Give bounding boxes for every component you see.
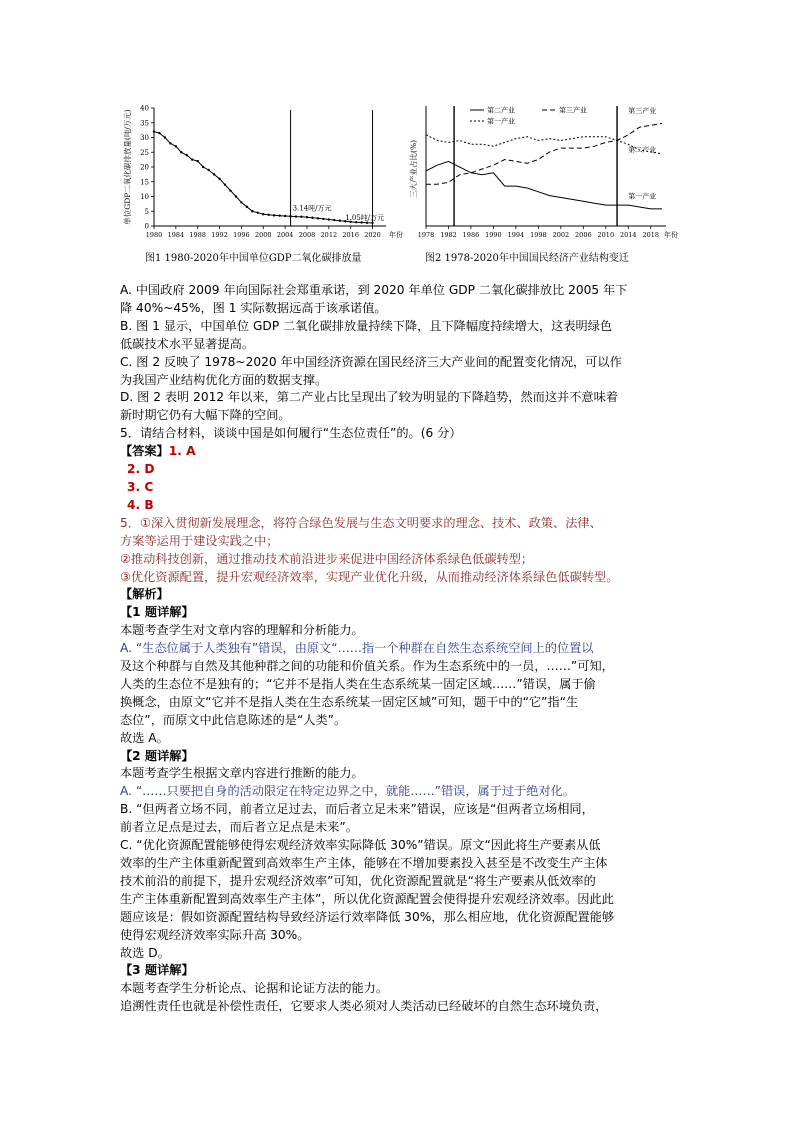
q2-line-1: 本题考查学生根据文章内容进行推断的能力。 <box>120 766 364 781</box>
fig1-data-point <box>186 154 188 156</box>
option-a-line-1: A. 中国政府 2009 年向国际社会郑重承诺，到 2020 年单位 GDP 二氧化碳排放比 2005 年下 <box>120 283 628 297</box>
fig1-data-point <box>235 195 237 197</box>
analysis-label: 【解析】 <box>120 587 169 602</box>
fig1-y-tick-label: 25 <box>140 148 149 157</box>
fig1-data-point <box>153 130 155 132</box>
fig1-data-point <box>191 158 193 160</box>
fig1-data-point <box>339 219 341 221</box>
fig1-y-tick-label: 10 <box>140 193 149 201</box>
fig1-series-line <box>154 132 373 223</box>
q1-line-3: 及这个种群与自然及其他种群之间的功能和价值关系。作为生态系统中的一员，……”可知， <box>120 659 614 674</box>
fig1-y-tick-label: 30 <box>140 134 149 142</box>
fig1-data-point <box>262 213 264 215</box>
fig1-y-tick-label: 20 <box>140 163 149 172</box>
fig1-data-point <box>207 169 209 171</box>
answer-3: 3. C <box>127 479 154 494</box>
fig1-data-point <box>218 178 220 180</box>
option-c-line-2: 为我国产业结构优化方面的数据支撑。 <box>120 372 328 387</box>
fig2-x-tick-label: 2002 <box>552 231 570 239</box>
fig1-data-point <box>158 132 160 134</box>
figure-2-caption: 图2 1978-2020年中国国民经济产业结构变迁 <box>425 253 629 264</box>
fig1-annotation-2005: 3.14吨/万元 <box>292 204 332 213</box>
q1-line-5: 换概念，由原文“它并不是指人类在生态系统某一固定区域”可知，题干中的“它”指“生 <box>120 694 579 709</box>
fig1-data-point <box>251 210 253 212</box>
fig2-series-primary <box>426 135 662 154</box>
option-d-line-2: 新时期它仍有大幅下降的空间。 <box>120 408 291 423</box>
answer-5-line-3: ②推动科技创新，通过推动技术前沿进步来促进中国经济体系绿色低碳转型； <box>120 551 534 566</box>
fig2-x-tick-label: 1998 <box>530 231 547 239</box>
fig1-data-point <box>295 215 297 217</box>
fig2-series-secondary <box>426 161 662 209</box>
fig2-legend-primary: 第一产业 <box>487 117 515 126</box>
figure-1-chart <box>120 98 410 246</box>
question-text <box>120 282 680 1016</box>
q2-line-11: 故选 D。 <box>120 945 170 960</box>
fig1-data-point <box>268 214 270 216</box>
q2-line-9: 题应该是：假如资源配置结构导致经济运行效率降低 30%，那么相应地，优化资源配置能够 <box>120 909 615 924</box>
q3-line-2: 追溯性责任也就是补偿性责任，它要求人类必须对人类活动已经破坏的自然生态环境负责， <box>120 999 608 1014</box>
fig1-y-tick-label: 15 <box>140 178 149 187</box>
fig1-data-point <box>246 206 248 208</box>
fig1-data-point <box>175 145 177 147</box>
fig1-y-tick-label: 5 <box>144 207 149 216</box>
fig2-x-tick-label: 2014 <box>620 231 637 239</box>
option-b-line-2: 低碳技术水平显著提高。 <box>120 336 255 351</box>
fig1-data-point <box>197 160 199 162</box>
fig1-y-axis-label: 单位GDP二氧化碳排放量(吨/万元) <box>123 109 132 225</box>
fig1-x-tick-label: 2020 <box>364 231 381 239</box>
fig1-data-point <box>322 218 324 220</box>
answer-5-line-1: 5．①深入贯彻新发展理念，将符合绿色发展与生态文明要求的理念、技术、政策、法律、 <box>120 515 602 530</box>
fig1-data-point <box>300 216 302 218</box>
fig1-x-tick-label: 1988 <box>189 231 206 239</box>
fig2-x-tick-label: 1982 <box>440 231 457 239</box>
fig1-data-point <box>257 212 259 214</box>
q2-line-4: 前者立足点是过去，而后者立足点是未来”。 <box>120 820 358 835</box>
option-a-line-2: 降 40%~45%，图 1 实际数据远高于该承诺值。 <box>120 300 387 315</box>
q1-line-2: A. “生态位属于人类独有”错误，由原文“……指一个种群在自然生态系统空间上的位置以 <box>120 641 594 656</box>
fig1-data-point <box>169 142 171 144</box>
q2-line-3: B. “但两者立场不同，前者立足过去，而后者立足未来”错误，应该是“但两者立场相同， <box>120 802 594 817</box>
fig1-data-point <box>224 184 226 186</box>
answer-1: 1. A <box>168 444 196 459</box>
figure-1-caption: 图1 1980-2020年中国单位GDP二氧化碳排放量 <box>145 253 362 264</box>
fig1-data-point <box>273 214 275 216</box>
fig2-line-label-tertiary: 第三产业 <box>628 107 657 115</box>
figure-2 <box>409 98 682 246</box>
q2-line-8: 生产主体重新配置到高效率生产主体”，所以优化资源配置会使得提升宏观经济效率。因此此 <box>120 891 614 906</box>
q1-line-1: 本题考查学生对文章内容的理解和分析能力。 <box>120 623 364 638</box>
q2-line-2: A. “……只要把自身的活动限定在特定边界之中，就能……”错误，属于过于绝对化。 <box>120 784 576 799</box>
fig1-data-point <box>328 218 330 220</box>
fig1-x-tick-label: 2008 <box>298 231 316 239</box>
q1-line-6: 态位”，而原文中此信息陈述的是“人类”。 <box>120 712 347 727</box>
fig1-x-tick-label: 2004 <box>276 231 294 239</box>
answer-5-line-2: 方案等运用于建设实践之中； <box>120 533 279 548</box>
fig2-legend-secondary: 第二产业 <box>487 106 515 115</box>
fig1-x-tick-label: 2000 <box>254 231 272 239</box>
fig1-data-point <box>164 136 166 138</box>
fig1-data-point <box>240 201 242 203</box>
fig1-x-tick-label: 2016 <box>342 231 359 239</box>
fig1-x-tick-label: 1992 <box>211 231 228 239</box>
fig1-annotation-2020: 1.05吨/万元 <box>345 213 385 222</box>
fig1-data-point <box>229 189 231 191</box>
q2-label: 【2 题详解】 <box>120 748 194 763</box>
fig2-series-tertiary <box>426 123 662 184</box>
fig1-data-point <box>371 222 373 224</box>
fig1-x-tick-label: 1980 <box>145 231 163 239</box>
fig1-data-point <box>284 215 286 217</box>
fig2-x-tick-label: 1990 <box>485 231 502 239</box>
question-5: 5．请结合材料，谈谈中国是如何履行“生态位责任”的。(6 分） <box>120 426 462 441</box>
fig2-x-tick-label: 1994 <box>507 231 525 239</box>
fig1-data-point <box>366 222 368 224</box>
q1-label: 【1 题详解】 <box>120 605 194 620</box>
fig2-line-label-secondary: 第二产业 <box>628 146 657 154</box>
fig1-data-point <box>306 216 308 218</box>
figure-1 <box>120 98 410 246</box>
fig1-data-point <box>311 217 313 219</box>
fig2-x-tick-label: 2018 <box>642 231 660 239</box>
answer-5-line-4: ③优化资源配置，提升宏观经济效率，实现产业优化升级，从而推动经济体系绿色低碳转型。 <box>120 569 619 584</box>
figure-2-chart <box>409 98 682 246</box>
q2-line-7: 技术前沿的前提下，提升宏观经济效率”可知，优化资源配置就是“将生产要素从低效率的 <box>120 873 596 888</box>
answer-label: 【答案】 <box>120 444 169 459</box>
fig2-x-tick-label: 1986 <box>462 231 480 239</box>
fig1-data-point <box>317 217 319 219</box>
q2-line-10: 使得宏观经济效率实际升高 30%。 <box>120 927 310 942</box>
fig2-x-tick-label: 1978 <box>417 231 435 239</box>
fig2-line-label-primary: 第一产业 <box>628 192 657 201</box>
q3-label: 【3 题详解】 <box>120 963 194 978</box>
fig1-y-tick-label: 0 <box>144 222 149 231</box>
q1-line-7: 故选 A。 <box>120 730 169 745</box>
fig1-data-point <box>278 214 280 216</box>
q3-line-1: 本题考查学生分析论点、论据和论证方法的能力。 <box>120 981 389 996</box>
fig1-y-tick-label: 40 <box>140 104 149 113</box>
fig2-legend-tertiary: 第三产业 <box>559 106 587 115</box>
fig1-x-tick-label: 1996 <box>233 231 250 239</box>
fig1-data-point <box>333 219 335 221</box>
fig2-x-tick-label: 2006 <box>575 231 592 239</box>
fig2-x-axis-label: 年份 <box>664 231 678 239</box>
fig1-data-point <box>180 151 182 153</box>
fig1-data-point <box>213 173 215 175</box>
answer-2: 2. D <box>127 462 155 477</box>
option-b-line-1: B. 图 1 显示，中国单位 GDP 二氧化碳排放量持续下降，且下降幅度持续增大，这表明绿色 <box>120 318 613 333</box>
fig1-y-tick-label: 35 <box>140 119 149 128</box>
option-d-line-1: D. 图 2 表明 2012 年以来，第二产业占比呈现出了较为明显的下降趋势，然而这并不意味着 <box>120 390 618 405</box>
q2-line-5: C. “优化资源配置能够使得宏观经济效率实际降低 30%”错误。原文“因此将生产要素从低 <box>120 838 601 853</box>
fig2-y-axis-label: 三大产业占比(%) <box>409 140 418 198</box>
fig1-data-point <box>289 215 291 217</box>
q2-line-6: 效率的生产主体重新配置到高效率生产主体，能够在不增加要素投入甚至是不改变生产主体 <box>120 856 608 870</box>
option-c-line-1: C. 图 2 反映了 1978~2020 年中国经济资源在国民经济三大产业间的配置变化情况，可以作 <box>120 354 622 369</box>
fig1-x-axis-label: 年份 <box>389 231 403 239</box>
fig1-x-tick-label: 2012 <box>320 231 338 239</box>
answer-4: 4. B <box>127 497 154 512</box>
fig1-x-tick-label: 1984 <box>167 231 185 239</box>
q1-line-4: 人类的生态位不是独有的；“它并不是指人类在生态系统某一固定区域……”错误，属于偷 <box>120 676 596 691</box>
fig2-x-tick-label: 2010 <box>597 231 615 239</box>
fig1-data-point <box>202 166 204 168</box>
